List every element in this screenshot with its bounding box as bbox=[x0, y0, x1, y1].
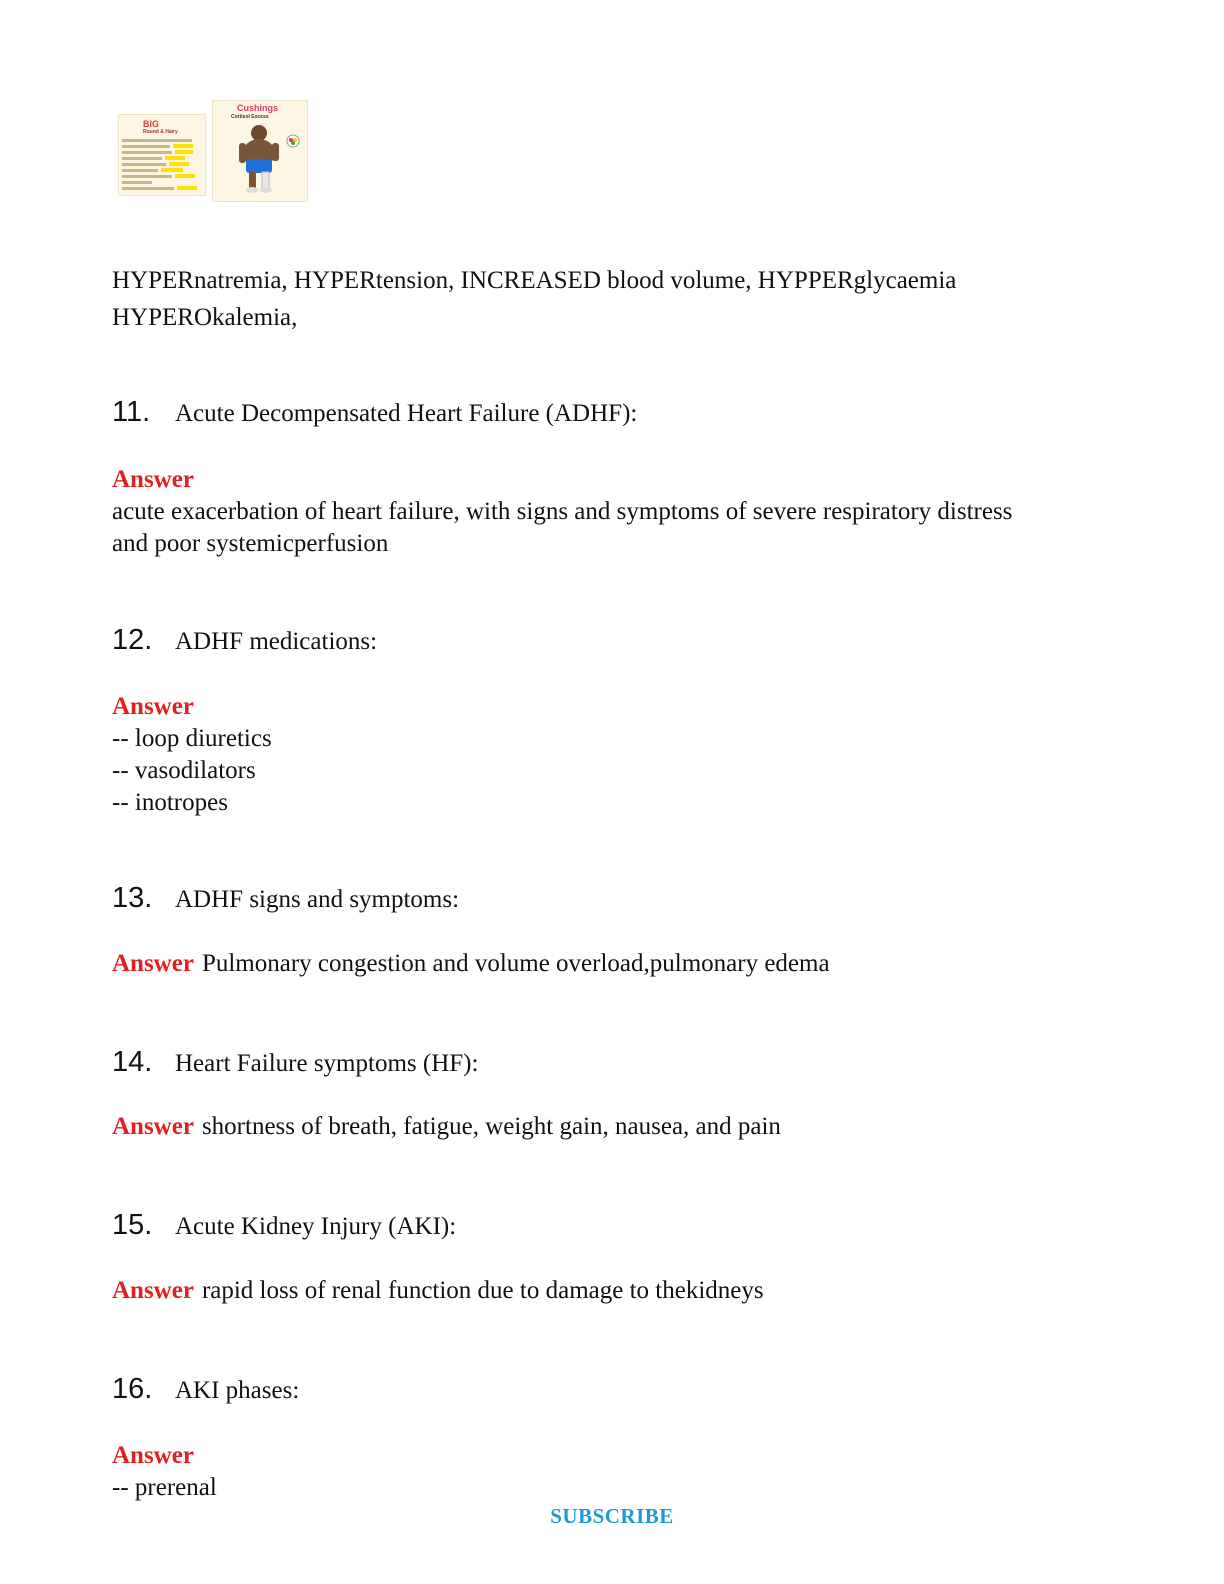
card-text-line bbox=[122, 181, 152, 184]
answer-label: Answer bbox=[112, 1442, 194, 1469]
question-11 bbox=[112, 396, 637, 429]
question-text: ADHF medications: bbox=[175, 628, 378, 655]
cartoon-figure-drawing bbox=[213, 101, 307, 201]
answer-label: Answer bbox=[112, 693, 194, 720]
answer-16 bbox=[112, 1440, 217, 1504]
answer-label: Answer bbox=[112, 1277, 194, 1304]
card-text-line bbox=[122, 145, 170, 148]
question-12 bbox=[112, 624, 377, 657]
card-highlight bbox=[175, 174, 195, 178]
question-number: 13. bbox=[112, 882, 153, 914]
card-highlight bbox=[177, 186, 197, 190]
cartoon-subtitle: Cortisol Excess bbox=[231, 114, 269, 120]
subscribe-link[interactable]: SUBSCRIBE bbox=[550, 1504, 674, 1528]
answer-12 bbox=[112, 691, 272, 819]
question-number: 12. bbox=[112, 624, 153, 656]
question-13 bbox=[112, 882, 459, 915]
intro-line: HYPEROkalemia, bbox=[112, 304, 298, 331]
question-number: 14. bbox=[112, 1046, 153, 1078]
answer-line: -- prerenal bbox=[112, 1474, 217, 1501]
mnemonic-card-image bbox=[118, 114, 206, 196]
answer-13 bbox=[112, 950, 830, 978]
card-heading: BIG bbox=[143, 119, 160, 129]
answer-label: Answer bbox=[112, 466, 194, 493]
answer-line: -- vasodilators bbox=[112, 757, 256, 784]
answer-15 bbox=[112, 1277, 764, 1305]
card-text-line bbox=[122, 175, 172, 178]
answer-11 bbox=[112, 464, 1012, 560]
card-highlight bbox=[161, 168, 183, 172]
question-number: 15. bbox=[112, 1209, 153, 1241]
answer-line: acute exacerbation of heart failure, with signs and symptoms of severe respiratory distress bbox=[112, 498, 1013, 525]
card-text-line bbox=[122, 157, 162, 160]
card-text-line bbox=[122, 169, 158, 172]
card-text-line bbox=[122, 151, 172, 154]
card-subheading: Round & Hairy bbox=[143, 129, 178, 135]
answer-line: -- inotropes bbox=[112, 789, 228, 816]
question-16 bbox=[112, 1373, 299, 1406]
cushings-cartoon-image bbox=[212, 100, 308, 202]
question-15 bbox=[112, 1209, 456, 1242]
card-highlight bbox=[165, 156, 185, 160]
card-text-line bbox=[122, 163, 166, 166]
question-number: 11. bbox=[112, 396, 151, 428]
intro-line: HYPERnatremia, HYPERtension, INCREASED blood volume, HYPPERglycaemia bbox=[112, 267, 957, 294]
answer-14 bbox=[112, 1113, 781, 1141]
answer-text: rapid loss of renal function due to damage to thekidneys bbox=[201, 1277, 764, 1304]
question-text: AKI phases: bbox=[175, 1377, 300, 1404]
answer-line: -- loop diuretics bbox=[112, 725, 272, 752]
cartoon-title: Cushings bbox=[237, 103, 279, 113]
answer-line: and poor systemicperfusion bbox=[112, 530, 389, 557]
question-text: Acute Decompensated Heart Failure (ADHF): bbox=[175, 400, 638, 427]
answer-text: shortness of breath, fatigue, weight gain, nausea, and pain bbox=[201, 1113, 781, 1140]
question-14 bbox=[112, 1046, 478, 1079]
card-highlight bbox=[169, 162, 189, 166]
answer-label: Answer bbox=[112, 1113, 194, 1140]
card-text-line bbox=[122, 187, 174, 190]
question-text: Heart Failure symptoms (HF): bbox=[175, 1050, 479, 1077]
answer-text: Pulmonary congestion and volume overload,pulmonary edema bbox=[201, 950, 830, 977]
question-text: Acute Kidney Injury (AKI): bbox=[175, 1213, 457, 1240]
question-number: 16. bbox=[112, 1373, 153, 1405]
card-highlight bbox=[175, 150, 193, 154]
card-text-line bbox=[122, 139, 192, 142]
mnemonic-illustration bbox=[118, 100, 306, 200]
question-text: ADHF signs and symptoms: bbox=[175, 886, 460, 913]
card-highlight bbox=[173, 144, 193, 148]
answer-label: Answer bbox=[112, 950, 194, 977]
